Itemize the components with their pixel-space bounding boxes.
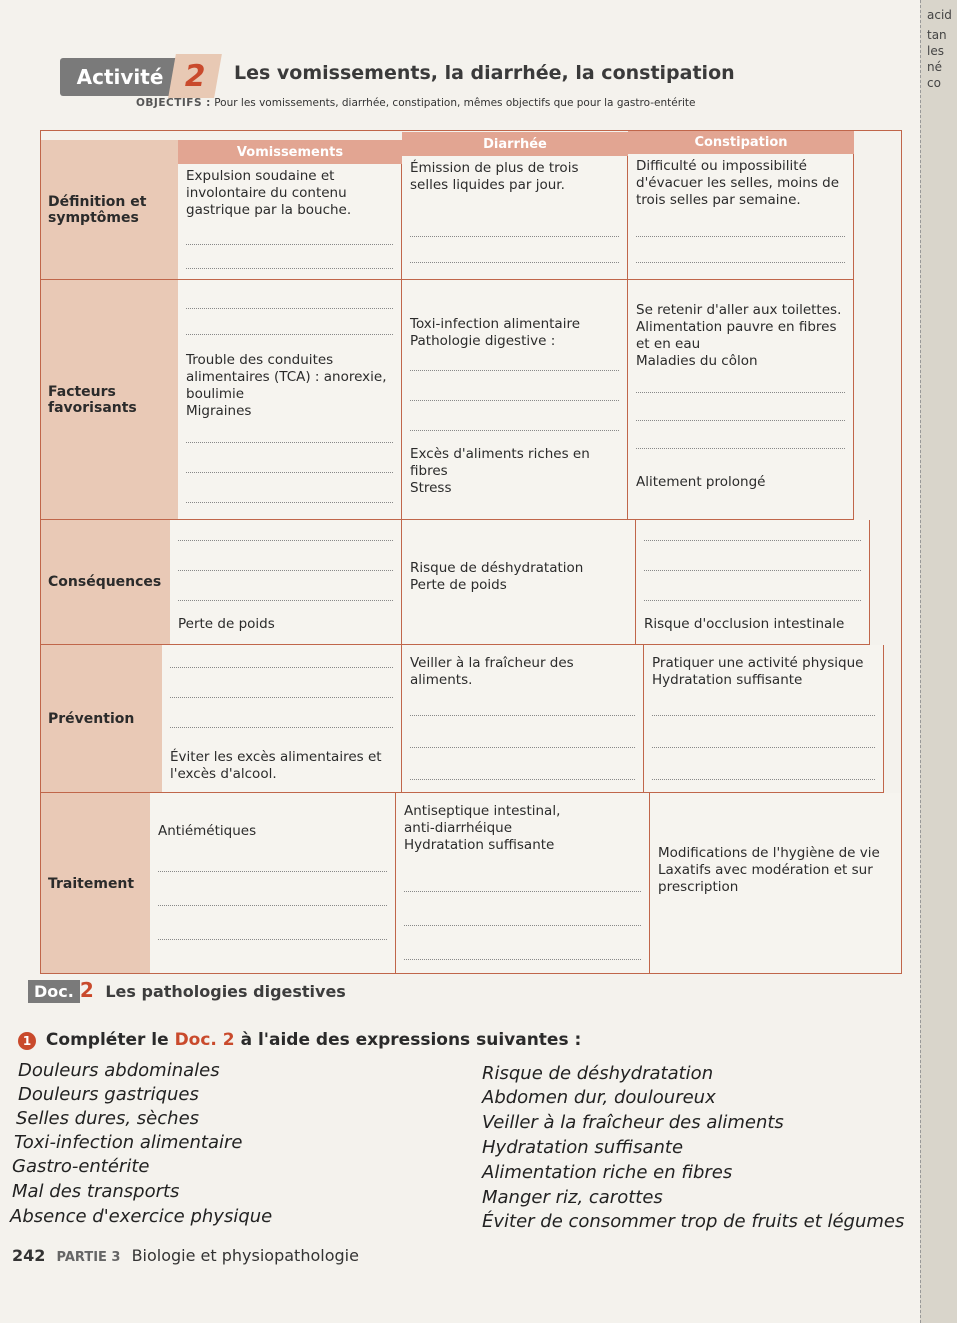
instruction-before: Compléter le — [45, 1030, 169, 1050]
subject: Biologie et physiopathologie — [131, 1246, 359, 1265]
adjacent-text: les — [927, 44, 944, 58]
cell-facteurs-diarrhee — [402, 280, 628, 520]
page-number: 242 — [12, 1246, 46, 1265]
cell-definition-vomissements — [178, 164, 402, 280]
adjacent-text: né — [927, 60, 942, 74]
objectives-text: Pour les vomissements, diarrhée, constipation, mêmes objectifs que pour la gastro-entérite — [214, 97, 696, 109]
row-label-facteurs: Facteurs favorisants — [40, 280, 178, 520]
cell-consequences-constipation — [636, 520, 870, 645]
cell-facteurs-constipation — [628, 280, 854, 520]
part-label: PARTIE 3 — [56, 1250, 121, 1265]
cell-text: Alitement prolongé — [636, 474, 766, 490]
cell-text: Perte de poids — [178, 616, 275, 632]
expression-right: Manger riz, carottes — [482, 1187, 663, 1208]
objectives — [136, 97, 696, 109]
cell-traitement-vomissements — [150, 793, 396, 974]
row-label-consequences: Conséquences — [40, 520, 170, 645]
cell-text: Pratiquer une activité physique — [652, 655, 864, 671]
cell-text: Laxatifs avec modération et sur prescription — [658, 862, 873, 895]
question-number: 1 — [18, 1032, 36, 1050]
cell-text: Antiseptique intestinal, — [404, 803, 561, 819]
column-header-constipation: Constipation — [628, 130, 854, 154]
cell-text: Toxi-infection alimentaire — [410, 316, 581, 332]
activity-title: Les vomissements, la diarrhée, la constipation — [234, 62, 735, 84]
expression-right: Hydratation suffisante — [482, 1137, 684, 1158]
cell-text: Veiller à la fraîcheur des aliments. — [410, 655, 574, 688]
cell-text: Excès d'aliments riches en fibres — [410, 446, 590, 479]
doc-title: Les pathologies digestives — [105, 982, 346, 1001]
row-label-prevention: Prévention — [40, 645, 162, 793]
activity-label: Activité — [60, 58, 180, 96]
cell-text: Migraines — [186, 403, 252, 419]
cell-text: Se retenir d'aller aux toilettes. — [636, 302, 842, 318]
cell-text: Expulsion soudaine et involontaire du contenu gastrique par la bouche. — [186, 168, 352, 218]
doc-label: Doc. — [28, 980, 80, 1003]
doc-number: 2 — [79, 978, 94, 1002]
cell-text: Maladies du côlon — [636, 353, 758, 369]
instruction-docref: Doc. 2 — [174, 1030, 235, 1050]
cell-text: Hydratation suffisante — [404, 837, 555, 853]
doc-caption — [28, 978, 346, 1002]
expression-left: Mal des transports — [12, 1181, 180, 1202]
cell-text: Alimentation pauvre en fibres et en eau — [636, 319, 837, 352]
expression-left: Douleurs gastriques — [18, 1084, 199, 1105]
cell-consequences-vomissements — [170, 520, 402, 645]
cell-text: Antiémétiques — [158, 823, 257, 839]
expression-right: Risque de déshydratation — [482, 1063, 714, 1084]
instruction-after: à l'aide des expressions suivantes : — [240, 1030, 582, 1050]
column-header-vomissements: Vomissements — [178, 140, 402, 164]
expression-right: Alimentation riche en fibres — [482, 1162, 733, 1183]
activity-header — [60, 58, 880, 94]
cell-facteurs-vomissements — [178, 280, 402, 520]
expression-right: Abdomen dur, douloureux — [482, 1087, 716, 1108]
cell-text: Modifications de l'hygiène de vie — [658, 845, 880, 861]
cell-prevention-diarrhee — [402, 645, 644, 793]
cell-text: Pathologie digestive : — [410, 333, 556, 349]
objectives-label: OBJECTIFS : — [136, 97, 211, 109]
cell-text: anti-diarrhéique — [404, 820, 513, 836]
expression-left: Selles dures, sèches — [16, 1108, 200, 1129]
cell-traitement-diarrhee — [396, 793, 650, 974]
adjacent-text: acid — [927, 8, 952, 22]
expression-left: Douleurs abdominales — [18, 1060, 220, 1081]
cell-text: Difficulté ou impossibilité d'évacuer les selles, moins de trois selles par semaine. — [636, 158, 840, 208]
cell-definition-constipation — [628, 154, 854, 280]
instruction — [18, 1030, 581, 1050]
pathologies-table — [40, 130, 902, 974]
cell-text: Hydratation suffisante — [652, 672, 803, 688]
activity-number: 2 — [168, 54, 222, 98]
expression-left: Toxi-infection alimentaire — [14, 1132, 243, 1153]
cell-text: Émission de plus de trois selles liquides par jour. — [410, 160, 579, 193]
cell-text: Trouble des conduites alimentaires (TCA) : anorexie, boulimie — [186, 352, 387, 402]
adjacent-text: tan — [927, 28, 947, 42]
cell-text: Stress — [410, 480, 452, 496]
cell-text: Risque de déshydratation — [410, 560, 584, 576]
cell-text: Éviter les excès alimentaires et l'excès d'alcool. — [170, 749, 382, 782]
adjacent-text: co — [927, 76, 941, 90]
row-label-definition: Définition et symptômes — [40, 140, 178, 280]
cell-definition-diarrhee — [402, 156, 628, 280]
row-label-traitement: Traitement — [40, 793, 150, 974]
page-footer — [12, 1246, 359, 1265]
cell-consequences-diarrhee — [402, 520, 636, 645]
expression-right: Veiller à la fraîcheur des aliments — [482, 1112, 784, 1133]
expression-left: Absence d'exercice physique — [10, 1206, 273, 1227]
adjacent-page — [920, 0, 957, 1323]
cell-prevention-constipation — [644, 645, 884, 793]
cell-text: Risque d'occlusion intestinale — [644, 616, 845, 632]
cell-prevention-vomissements — [162, 645, 402, 793]
cell-traitement-constipation — [650, 793, 902, 974]
expression-right: Éviter de consommer trop de fruits et légumes — [482, 1211, 905, 1232]
cell-text: Perte de poids — [410, 577, 507, 593]
column-header-diarrhee: Diarrhée — [402, 132, 628, 156]
expression-left: Gastro-entérite — [12, 1156, 150, 1177]
